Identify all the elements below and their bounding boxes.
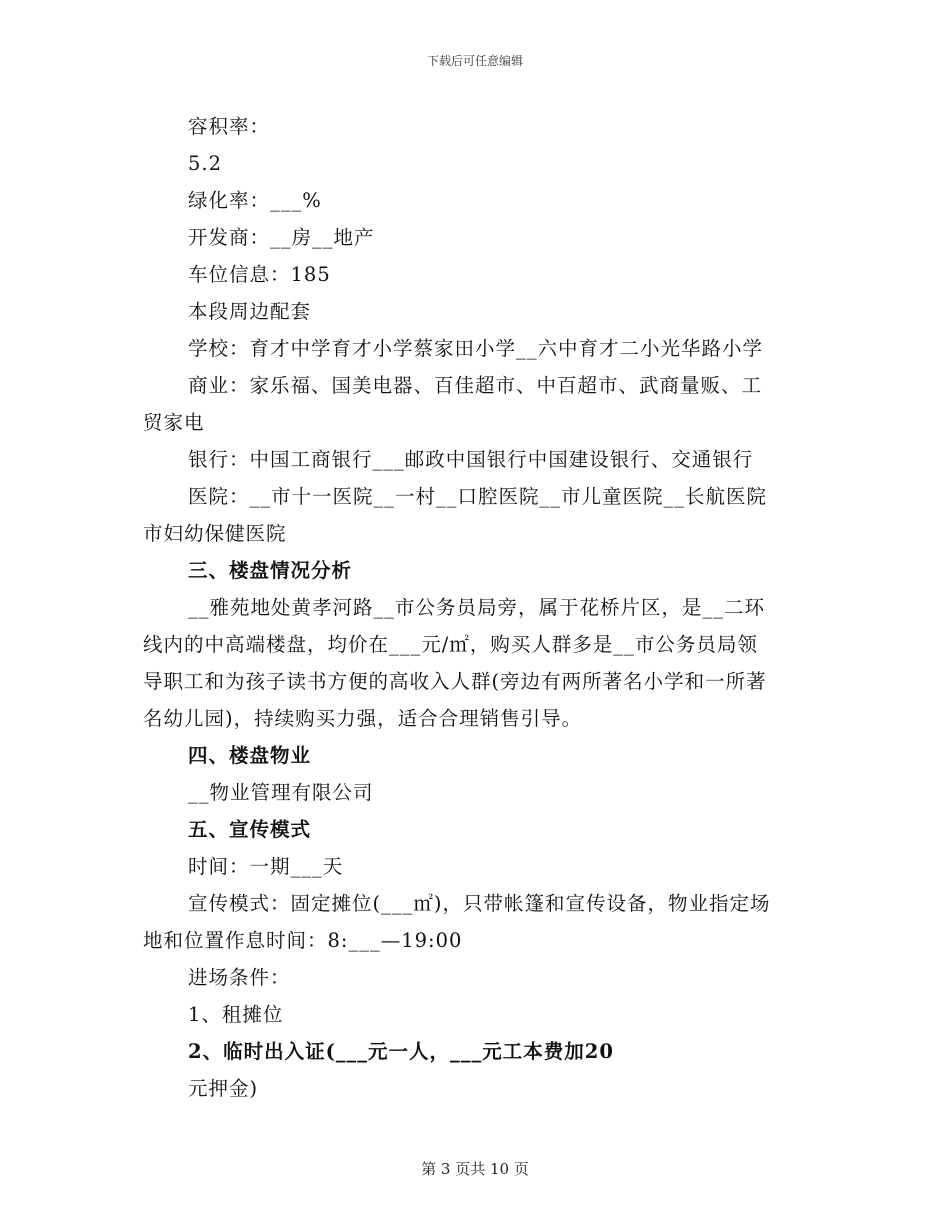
text-line: 导职工和为孩子读书方便的高收入人群(旁边有两所著名小学和一所著	[143, 670, 767, 693]
section-heading: 三、楼盘情况分析	[188, 559, 353, 582]
text-line: 5.2	[188, 152, 223, 175]
text-line: 银行：中国工商银行___邮政中国银行中国建设银行、交通银行	[188, 448, 754, 471]
text-line: 地和位置作息时间：8:___—19:00	[143, 929, 463, 952]
text-line: 贸家电	[143, 411, 205, 434]
text-line: 学校：育才中学育才小学蔡家田小学__六中育才二小光华路小学	[188, 337, 764, 360]
section-heading: 五、宣传模式	[188, 818, 312, 841]
text-line: 1、租摊位	[188, 1003, 284, 1026]
text-line: 2、临时出入证(___元一人，___元工本费加20	[188, 1040, 614, 1063]
text-line: 商业：家乐福、国美电器、百佳超市、中百超市、武商量贩、工	[188, 374, 763, 397]
text-line: 时间：一期___天	[188, 855, 344, 878]
text-line: 本段周边配套	[188, 300, 312, 323]
text-line: 车位信息：185	[188, 263, 331, 286]
text-line: 进场条件：	[188, 966, 291, 989]
document-body	[143, 108, 813, 1107]
text-line: 医院：__市十一医院__一村__口腔医院__市儿童医院__长航医院	[188, 485, 768, 508]
text-line: 容积率：	[188, 115, 271, 138]
text-line: 宣传模式：固定摊位(___㎡)，只带帐篷和宣传设备，物业指定场	[188, 892, 771, 915]
text-line: __雅苑地处黄孝河路__市公务员局旁，属于花桥片区，是__二环	[188, 596, 766, 619]
page-footer: 第 3 页共 10 页	[421, 1160, 529, 1178]
text-line: 开发商：__房__地产	[188, 226, 375, 249]
text-line: 绿化率：___%	[188, 189, 322, 212]
text-line: 名幼儿园)，持续购买力强，适合合理销售引导。	[143, 707, 583, 730]
text-line: __物业管理有限公司	[188, 781, 374, 804]
section-heading: 四、楼盘物业	[188, 744, 312, 767]
text-line: 线内的中高端楼盘，均价在___元/㎡，购买人群多是__市公务员局领	[143, 633, 758, 656]
page-header: 下载后可任意编辑	[426, 54, 523, 68]
text-line: 市妇幼保健医院	[143, 522, 287, 545]
text-line: 元押金)	[188, 1077, 259, 1100]
